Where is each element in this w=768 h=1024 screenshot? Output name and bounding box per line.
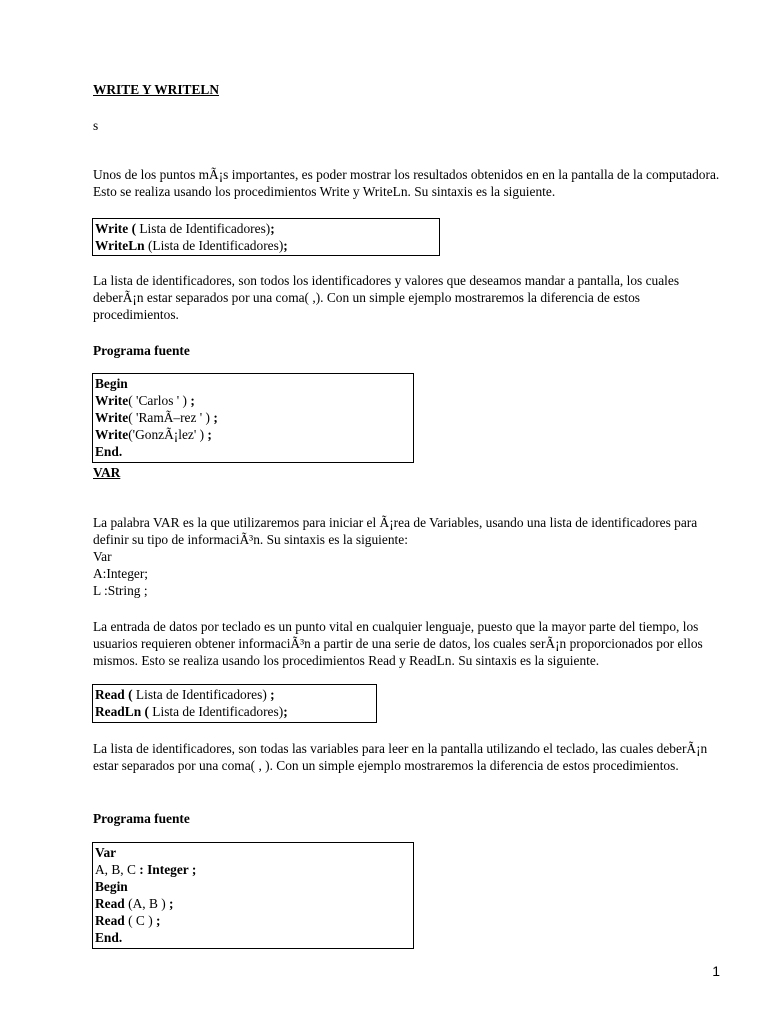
code-line [95,237,437,254]
code-line [95,895,411,912]
code-line [95,443,411,460]
code-keyword: Read ( [95,687,133,702]
write-syntax-box [92,218,440,256]
code-terminator: ; [270,221,275,236]
code-line [95,686,374,703]
code-text: Lista de Identificadores) [148,704,284,719]
code-keyword: Read [95,896,125,911]
code-terminator: ; [213,410,218,425]
code-keyword: Begin [95,879,128,894]
code-text: (Lista de Identificadores) [144,238,284,253]
code-keyword: Var [95,845,117,860]
code-keyword: Read [95,913,125,928]
section-title-var: VAR [93,465,121,480]
code-text: ( C ) [124,913,157,928]
code-terminator: : Integer ; [139,862,197,877]
code-terminator: ; [190,393,195,408]
code-text: Lista de Identificadores) [132,687,271,702]
var-code-line: A:Integer; [93,566,149,581]
page-number: 1 [712,963,720,979]
code-text: A, B, C [95,862,140,877]
code-text: ( 'RamÃ–rez ' ) [128,410,214,425]
code-terminator: ; [283,704,288,719]
code-line [95,878,411,895]
code-line [95,409,411,426]
stray-text: s [93,118,99,133]
paragraph-write-intro: Unos de los puntos mÃ¡s importantes, es poder mostrar los resultados obtenidos en en la pantalla de la computadora. Esto se realiza usando los procedimientos Write y WriteLn. Su sintaxis es la siguiente. [93,167,720,199]
code-keyword: End. [95,444,123,459]
code-text: ( 'Carlos ' ) [128,393,191,408]
code-terminator: ; [270,687,275,702]
var-code-block [93,548,148,599]
section-title-write: WRITE Y WRITELN [93,82,220,97]
paragraph-read-explain: La lista de identificadores, son todas las variables para leer en la pantalla utilizando el teclado, las cuales deberÃ¡n estar separados por una coma( , ). Con un simple ejemplo mostraremos la diferencia de estos procedimientos. [93,741,708,773]
source-heading-1: Programa fuente [93,343,190,358]
source-heading-2: Programa fuente [93,811,190,826]
code-keyword: WriteLn [95,238,145,253]
code-line [95,426,411,443]
code-line [95,375,411,392]
read-syntax-box [92,684,377,723]
code-line [95,912,411,929]
code-keyword: End. [95,930,123,945]
write-source-box [92,373,414,463]
code-terminator: ; [283,238,288,253]
code-line [95,929,411,946]
code-keyword: Write [95,427,129,442]
paragraph-write-explain: La lista de identificadores, son todos los identificadores y valores que deseamos mandar a pantalla, los cuales deberÃ¡n estar separados por una coma( ,). Con un simple ejemplo mostraremos la diferencia de estos procedimientos. [93,273,680,322]
code-keyword: Begin [95,376,128,391]
code-keyword: ReadLn ( [95,704,149,719]
paragraph-read-intro: La entrada de datos por teclado es un punto vital en cualquier lenguaje, puesto que la mayor parte del tiempo, los usuarios requieren obtener informaciÃ³n a partir de una serie de datos, los cuales serÃ¡n proporcionados por ellos mismos. Esto se realiza usando los procedimientos Read y ReadLn. Su sintaxis es la siguiente. [93,619,703,668]
code-text: (A, B ) [124,896,170,911]
code-terminator: ; [169,896,174,911]
code-keyword: Write ( [95,221,137,236]
code-line [95,703,374,720]
code-line [95,392,411,409]
code-terminator: ; [156,913,161,928]
code-line [95,861,411,878]
code-keyword: Write [95,410,129,425]
code-keyword: Write [95,393,129,408]
code-line [95,844,411,861]
code-line [95,220,437,237]
var-code-line: L :String ; [93,583,148,598]
code-text: ('GonzÃ¡lez' ) [128,427,208,442]
code-terminator: ; [207,427,212,442]
paragraph-var-intro: La palabra VAR es la que utilizaremos para iniciar el Ã¡rea de Variables, usando una lista de identificadores para definir su tipo de informaciÃ³n. Su sintaxis es la siguiente: [93,515,698,547]
read-source-box [92,842,414,949]
code-text: Lista de Identificadores) [136,221,271,236]
var-code-line: Var [93,549,112,564]
